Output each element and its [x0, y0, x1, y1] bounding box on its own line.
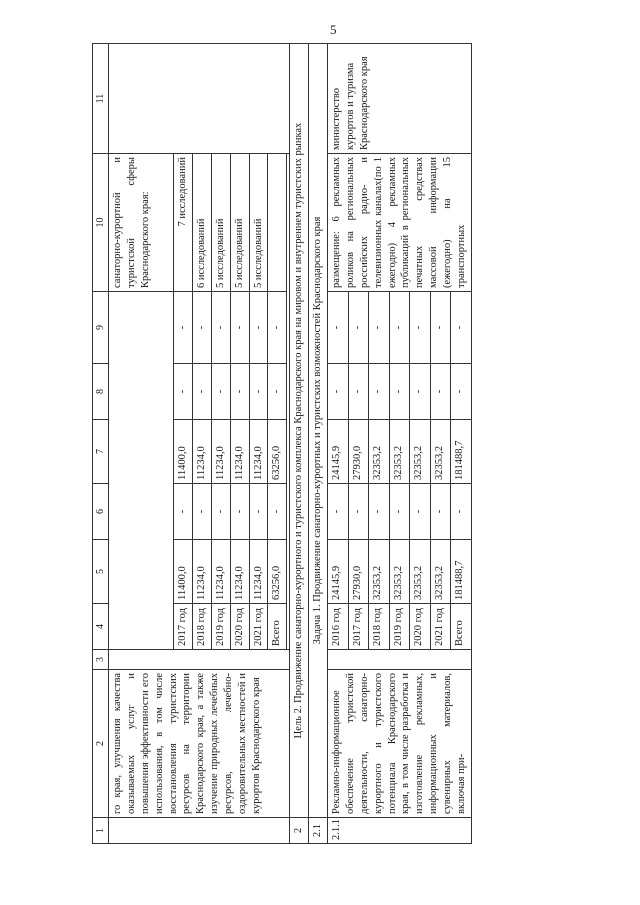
cell-amount: -	[193, 292, 212, 364]
cell-year: 2016 год	[328, 604, 349, 650]
cell-amount: 27930,0	[348, 420, 369, 484]
cell-amount: 11400,0	[174, 540, 193, 604]
cell-blank	[109, 292, 174, 650]
cell-year: 2017 год	[174, 604, 193, 650]
cell-amount: -	[193, 484, 212, 540]
cell-amount: 11400,0	[174, 420, 193, 484]
cell-amount: -	[369, 364, 390, 420]
cell-description: го края, улучшения качества оказываемых услуг и повышения эффективности его использования, в том числе восстановления туристских ресурсов на территории Краснодарского края, а также изучение природных лечебных ресурсов, лечебно-оздоровительных местностей и курортов Краснодарского края	[109, 670, 290, 818]
cell-amount: -	[369, 292, 390, 364]
cell-amount: 32353,2	[410, 540, 431, 604]
cell-amount: 63256,0	[268, 540, 287, 604]
page-number: 5	[330, 22, 337, 37]
cell-year: 2017 год	[348, 604, 369, 650]
cell-amount: -	[211, 292, 230, 364]
cell-amount: -	[268, 364, 287, 420]
cell-result: 6 исследований	[193, 154, 212, 292]
item-col3	[328, 650, 472, 670]
col-num-9: 9	[93, 292, 109, 364]
item-result: размещение: 6 рекламных роликов на региональных российских радио- и телевизионных каналах(по 1 ежегодно) 4 рекламных публикаций в региональных печатных средствах массовой информации (ежегодно) на 15 транспортных	[328, 154, 472, 292]
cell-amount: 11234,0	[193, 540, 212, 604]
cell-amount: -	[230, 292, 249, 364]
cell-amount: -	[249, 364, 268, 420]
col-num-6: 6	[93, 484, 109, 540]
cell-year: 2019 год	[211, 604, 230, 650]
cell-amount: -	[430, 364, 451, 420]
col-num-4: 4	[93, 604, 109, 650]
table-row	[109, 44, 174, 844]
col-num-2: 2	[93, 670, 109, 818]
cell-amount: -	[348, 484, 369, 540]
col-num-10: 10	[93, 154, 109, 292]
cell-amount: -	[451, 292, 472, 364]
cell-amount: -	[328, 292, 349, 364]
cell-year: Всего	[451, 604, 472, 650]
goal-num: 2	[290, 818, 309, 844]
cell-amount: 181488,7	[451, 420, 472, 484]
cell-amount: 63256,0	[268, 420, 287, 484]
task-text: Задача 1. Продвижение санаторно-курортных и туристских возможностей Краснодарского края	[309, 44, 328, 818]
cell-year: 2021 год	[430, 604, 451, 650]
cell-amount: 11234,0	[249, 420, 268, 484]
cell-amount: -	[230, 484, 249, 540]
cell-amount: -	[268, 292, 287, 364]
rotated-table-sheet	[92, 44, 600, 844]
item-num: 2.1.1	[328, 818, 472, 844]
cell-result	[268, 154, 287, 292]
cell-result-head: санаторно-курортной и туристской сферы Краснодарского края:	[109, 154, 174, 292]
cell-amount: -	[268, 484, 287, 540]
cell-amount: 32353,2	[389, 420, 410, 484]
cell-amount: -	[230, 364, 249, 420]
cell-amount: -	[451, 484, 472, 540]
cell-amount: -	[389, 292, 410, 364]
cell-amount: -	[389, 364, 410, 420]
cell-amount: -	[430, 292, 451, 364]
cell-amount: 24145,9	[328, 420, 349, 484]
cell-amount: 32353,2	[369, 540, 390, 604]
cell-amount: 11234,0	[211, 420, 230, 484]
cell-amount: 11234,0	[193, 420, 212, 484]
cell-year: 2018 год	[369, 604, 390, 650]
cell-amount: 32353,2	[430, 540, 451, 604]
col-num-3: 3	[93, 650, 109, 670]
cell-amount: -	[389, 484, 410, 540]
item-executor: министерство курортов и туризма Краснодарского края	[328, 44, 472, 154]
cell-amount: 11234,0	[230, 420, 249, 484]
cell-result: 5 исследований	[230, 154, 249, 292]
cell-year: Всего	[268, 604, 287, 650]
cell-amount: -	[249, 484, 268, 540]
cell-amount: -	[328, 364, 349, 420]
cell-amount: -	[410, 292, 431, 364]
cell-amount: -	[211, 484, 230, 540]
cell-amount: 11234,0	[230, 540, 249, 604]
cell-year: 2020 год	[410, 604, 431, 650]
cell-amount: -	[211, 364, 230, 420]
cell-amount: -	[369, 484, 390, 540]
cell-year: 2021 год	[249, 604, 268, 650]
program-table	[92, 43, 472, 844]
cell-amount: 32353,2	[389, 540, 410, 604]
task-num: 2.1	[309, 818, 328, 844]
task-row	[309, 44, 328, 844]
cell-amount: -	[193, 364, 212, 420]
cell-amount: -	[348, 292, 369, 364]
cell-amount: 32353,2	[410, 420, 431, 484]
cell-amount: -	[174, 484, 193, 540]
cell-amount: 24145,9	[328, 540, 349, 604]
cell-amount: -	[328, 484, 349, 540]
cell-year: 2019 год	[389, 604, 410, 650]
cell-num	[109, 818, 290, 844]
cell-col3	[109, 650, 290, 670]
col-num-8: 8	[93, 364, 109, 420]
cell-amount: -	[410, 484, 431, 540]
cell-result: 7 исследований	[174, 154, 193, 292]
cell-amount: -	[249, 292, 268, 364]
column-number-row	[93, 44, 109, 844]
table-row	[328, 44, 349, 844]
cell-year: 2020 год	[230, 604, 249, 650]
cell-amount: 32353,2	[369, 420, 390, 484]
col-num-11: 11	[93, 44, 109, 154]
cell-amount: -	[174, 364, 193, 420]
cell-amount: -	[410, 364, 431, 420]
col-num-5: 5	[93, 540, 109, 604]
cell-amount: 27930,0	[348, 540, 369, 604]
cell-executor	[109, 44, 290, 154]
goal-text: Цель 2. Продвижение санаторно-курортного и туристского комплекса Краснодарского края на мировом и внутреннем туристских рынках	[290, 44, 309, 818]
cell-amount: 11234,0	[249, 540, 268, 604]
cell-amount: -	[430, 484, 451, 540]
col-num-1: 1	[93, 818, 109, 844]
cell-result: 5 исследований	[211, 154, 230, 292]
cell-result: 5 исследований	[249, 154, 268, 292]
cell-amount: 11234,0	[211, 540, 230, 604]
cell-year: 2018 год	[193, 604, 212, 650]
cell-amount: -	[174, 292, 193, 364]
cell-amount: 181488,7	[451, 540, 472, 604]
goal-row	[290, 44, 309, 844]
col-num-7: 7	[93, 420, 109, 484]
cell-amount: -	[348, 364, 369, 420]
item-description: Рекламно-информационное обеспечение туристской деятельности, санаторно-курортного и туристского потенциала Краснодарского края, в том числе разработка и изготовление рекламных, информационных и сувенирных материалов, включая при-	[328, 670, 472, 818]
cell-amount: -	[451, 364, 472, 420]
cell-amount: 32353,2	[430, 420, 451, 484]
